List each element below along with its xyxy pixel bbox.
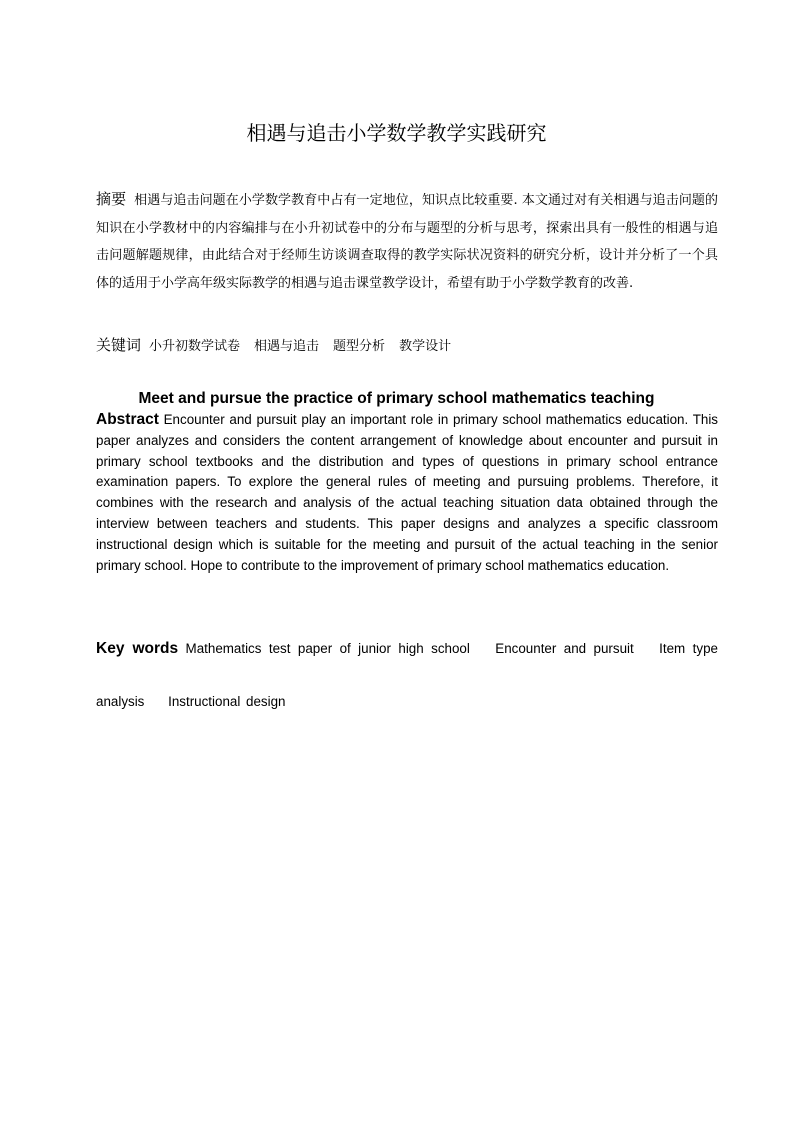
chinese-keyword: 题型分析 [333,339,386,354]
chinese-abstract [96,186,718,297]
english-abstract-label: Abstract [96,411,159,428]
english-keyword: Instructional design [168,694,286,709]
chinese-keywords-label: 关键词 [96,336,142,354]
chinese-keyword: 教学设计 [399,339,452,354]
english-abstract-text: Encounter and pursuit play an important role in primary school mathematics education. This paper analyzes and considers the content arrangement of knowledge about encounter and pursuit in primary school textbooks and the distribution and types of questions in primary school entrance examination papers. To explore the general rules of meeting and pursuing problems. Therefore, it combines with the research and analysis of the actual teaching situation data obtained through the interview between teachers and students. This paper designs and analyzes a specific classroom instructional design which is suitable for the meeting and pursuit of the actual teaching in the senior primary school. Hope to contribute to the improvement of primary school mathematics education. [96,412,718,573]
chinese-abstract-label: 摘要 [96,190,127,208]
english-keywords [96,622,718,728]
english-keyword: Item type analysis [96,641,718,709]
english-abstract [96,410,718,576]
chinese-keyword: 小升初数学试卷 [149,339,241,354]
english-keywords-label: Key words [96,640,179,657]
chinese-keywords [96,332,718,360]
english-title: Meet and pursue the practice of primary school mathematics teaching [138,390,655,407]
chinese-keyword: 相遇与追击 [254,339,320,354]
english-keyword: Encounter and pursuit [495,641,634,656]
chinese-abstract-text: 相遇与追击问题在小学数学教育中占有一定地位，知识点比较重要. 本文通过对有关相遇与追击问题的知识在小学教材中的内容编排与在小升初试卷中的分布与题型的分析与思考，探索出具有一般性的相遇与追击问题解题规律，由此结合对于经师生访谈调查取得的教学实际状况资料的研究分析，设计并分析了一个具体的适用于小学高年级实际教学的相遇与追击课堂教学设计，希望有助于小学数学教育的改善. [96,193,718,291]
english-keyword: Mathematics test paper of junior high school [185,641,470,656]
chinese-title: 相遇与追击小学数学教学实践研究 [246,121,547,145]
